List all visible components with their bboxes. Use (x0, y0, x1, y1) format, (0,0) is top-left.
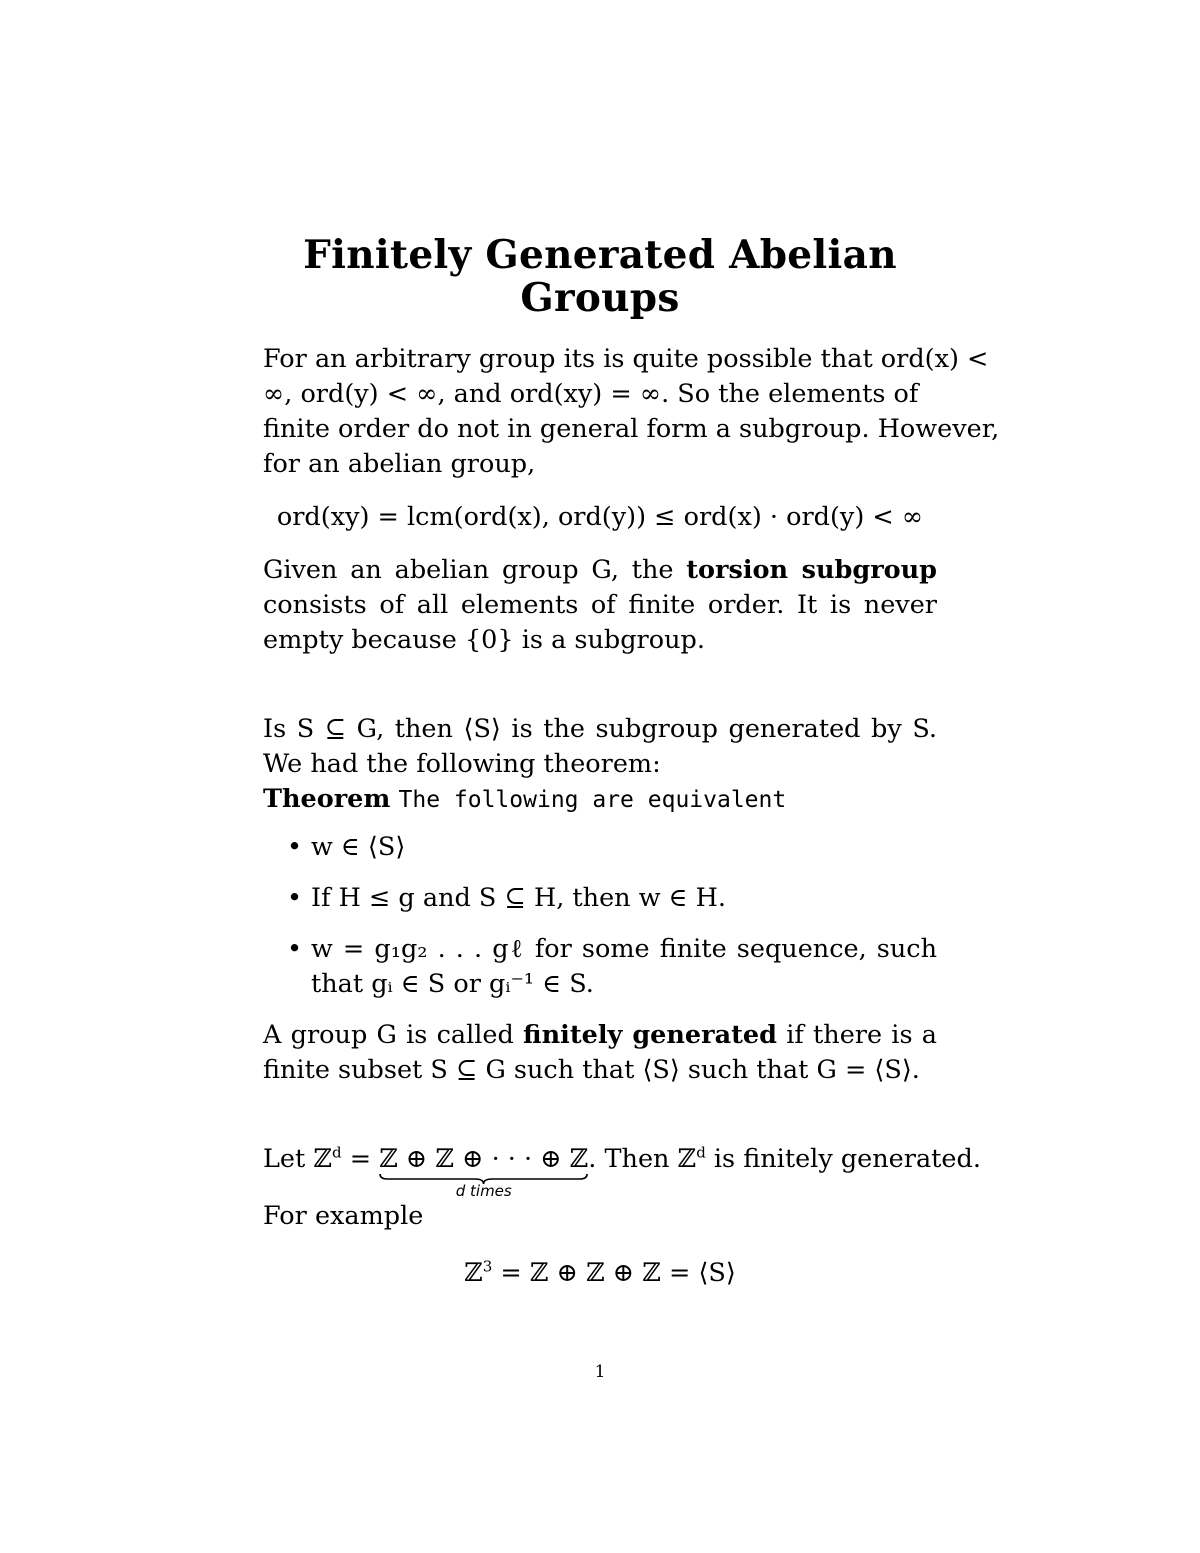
title-line-2: Groups (520, 275, 680, 321)
generated-subgroup-paragraph: Is S ⊆ G, then ⟨S⟩ is the subgroup generated by S. We had the following theorem: (263, 714, 937, 779)
theorem-heading (263, 782, 937, 818)
theorem-statement: The following are equivalent (398, 787, 787, 813)
for-example: For example (263, 1201, 424, 1231)
zd-let: Let ℤ (263, 1144, 332, 1174)
zd-then: . Then ℤ (588, 1144, 697, 1174)
page-number: 1 (594, 1362, 606, 1382)
zd-exponent: d (332, 1143, 342, 1162)
z3-equation (263, 1256, 937, 1291)
zd-conclusion: is finitely generated. (705, 1144, 981, 1174)
zd-exponent-2: d (696, 1143, 706, 1162)
fg-text-pre: A group G is called (263, 1020, 524, 1050)
lcm-equation: ord(xy) = lcm(ord(x), ord(y)) ≤ ord(x) · ord(y) < ∞ (276, 502, 924, 532)
spacer (263, 1088, 937, 1142)
fg-term: finitely generated (523, 1020, 777, 1050)
bullet-icon: • (287, 883, 303, 913)
intro-line-2: ∞, ord(y) < ∞, and ord(xy) = ∞. So the elements of (263, 379, 919, 409)
underbrace-group (379, 1142, 589, 1200)
list-item (263, 881, 937, 916)
theorem-label: Theorem (263, 784, 391, 814)
torsion-paragraph (263, 553, 937, 658)
bullet-icon: • (287, 934, 303, 964)
title-line-1: Finitely Generated Abelian (303, 232, 897, 278)
theorem-list (263, 830, 937, 1002)
document-body (263, 232, 1000, 1309)
intro-line-4: for an abelian group, (263, 449, 536, 479)
list-item (263, 932, 937, 1002)
brace-label: d times (455, 1182, 512, 1200)
torsion-term: torsion subgroup (686, 555, 938, 585)
item-text: If H ≤ g and S ⊆ H, then w ∈ H. (311, 883, 726, 913)
z3-exponent: 3 (482, 1257, 493, 1276)
item-text: w ∈ ⟨S⟩ (311, 832, 406, 862)
intro-line-3: finite order do not in general form a subgroup. However, (263, 414, 1000, 444)
fg-text-post: if there is a finite subset S ⊆ G such that ⟨S⟩ such that G = ⟨S⟩. (263, 1020, 937, 1085)
zd-definition (263, 1142, 981, 1200)
intro-paragraph (263, 342, 1000, 482)
torsion-text-pre: Given an abelian group G, the (263, 555, 687, 585)
page-title (263, 234, 937, 320)
spacer (263, 658, 937, 712)
item-text: w = g₁g₂ . . . gℓ for some finite sequence, such that gᵢ ∈ S or gᵢ⁻¹ ∈ S. (311, 934, 937, 999)
torsion-text-post: consists of all elements of finite order. It is never empty because {0} is a subgroup. (263, 590, 937, 655)
list-item (263, 830, 937, 865)
finitely-generated-paragraph (263, 1018, 937, 1088)
zd-equals: = (341, 1144, 380, 1174)
bullet-icon: • (287, 832, 303, 862)
z3-lhs: ℤ (464, 1258, 483, 1288)
z3-rhs: = ℤ ⊕ ℤ ⊕ ℤ = ⟨S⟩ (492, 1258, 736, 1288)
braced-sum: ℤ ⊕ ℤ ⊕ · · · ⊕ ℤ (379, 1144, 589, 1174)
intro-line-1: For an arbitrary group its is quite possible that ord(x) < (263, 344, 989, 374)
